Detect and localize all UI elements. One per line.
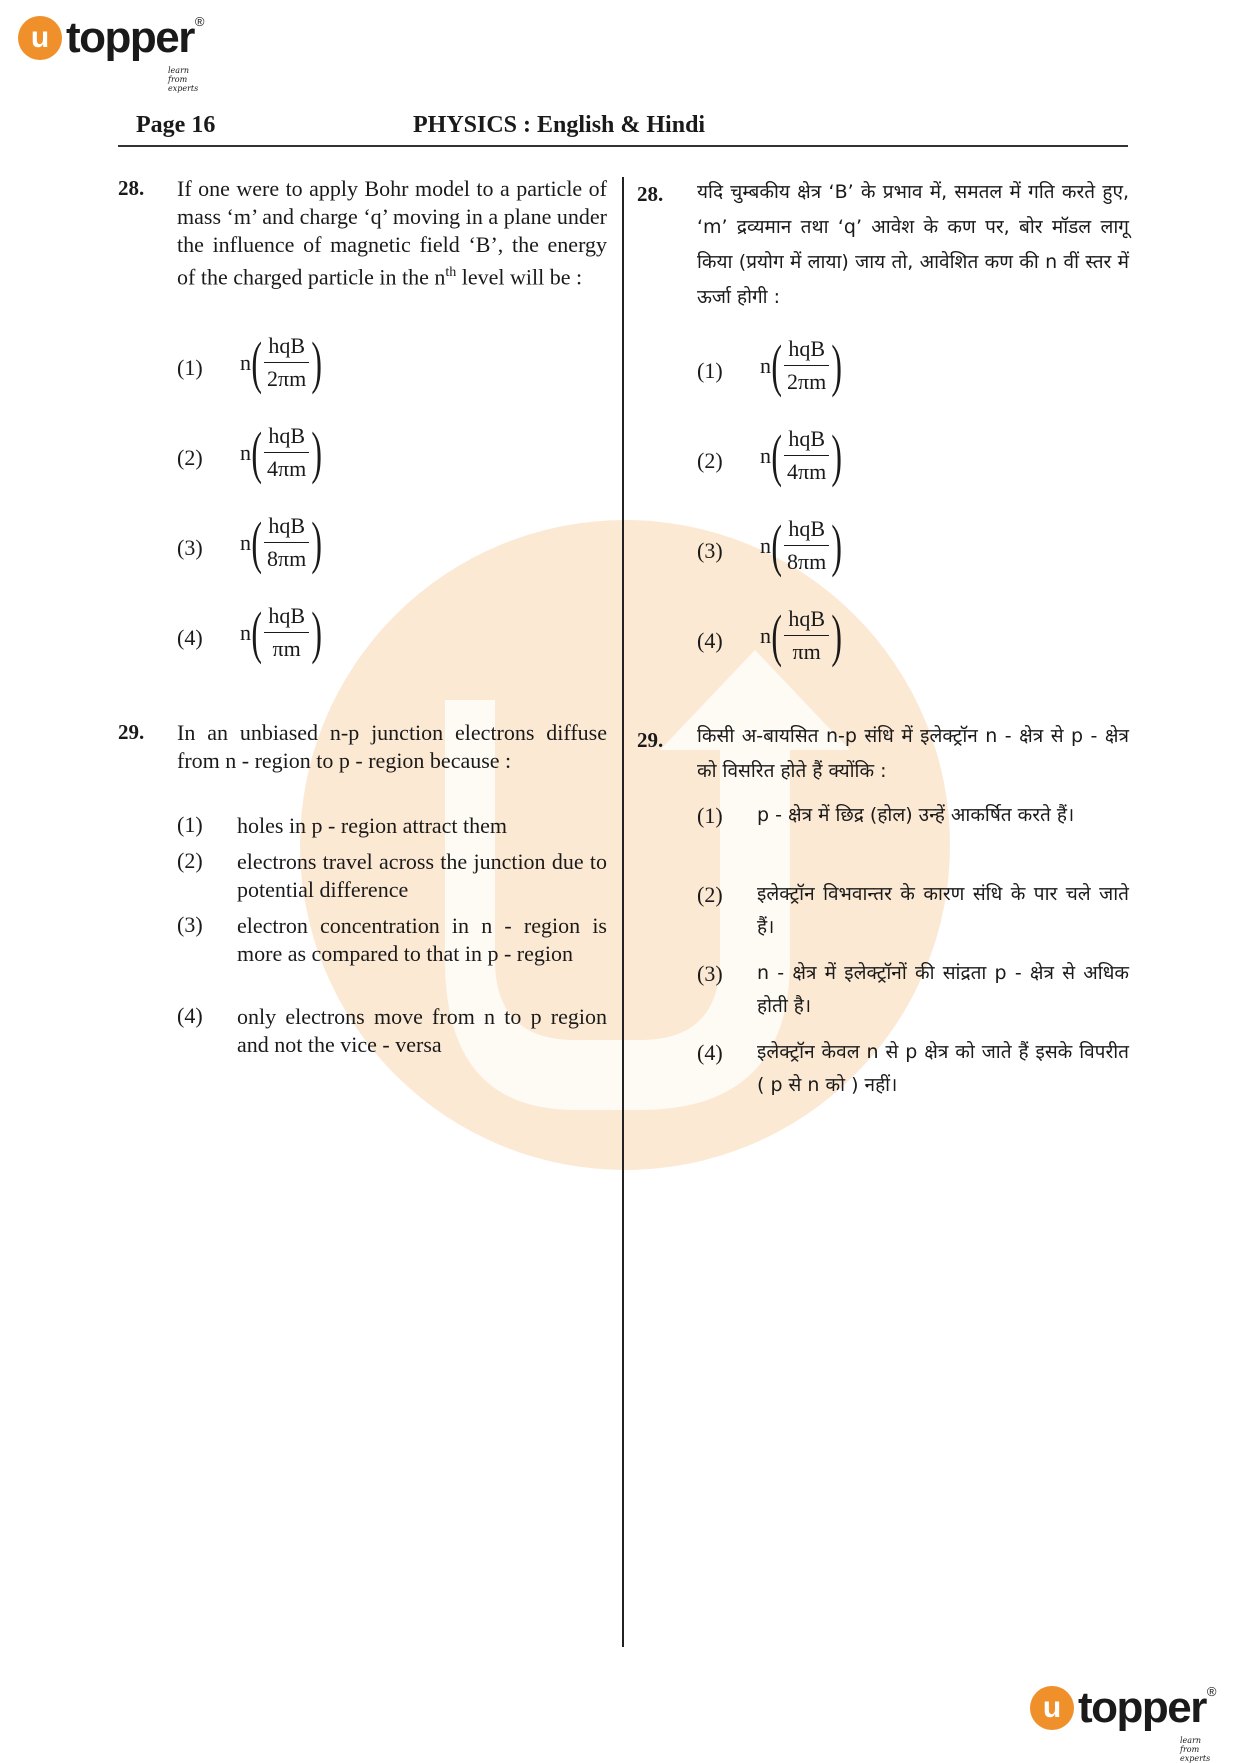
option-number: (4) (697, 628, 723, 653)
option-formula: n ( $\frac{\text{hqB}}{4\pi m}$ ) (760, 422, 842, 488)
logo-registered-mark: ® (194, 14, 205, 29)
option-number: (2) (177, 445, 203, 470)
question-number: 29. (118, 720, 145, 744)
option-text: electron concentration in n - region is more as compared to that in p - region (237, 913, 607, 966)
logo-u-icon: u (1030, 1686, 1074, 1730)
topper-logo-bottom (1030, 1683, 1217, 1763)
logo-tagline: learn from experts (168, 66, 199, 93)
logo-wordmark: topper (66, 13, 194, 62)
question-text-hi: किसी अ-बायसित n-p संधि में इलेक्ट्रॉन n - क्षेत्र से p - क्षेत्र को विसरित होते हैं क्योंकि : (697, 725, 1129, 782)
option-number: (3) (177, 912, 203, 937)
logo-registered-mark: ® (1206, 1684, 1217, 1699)
option-number: (4) (697, 1040, 723, 1065)
option-formula: n ( $\frac{\text{hqB}}{8\pi m}$ ) (240, 509, 322, 575)
option-number: (1) (177, 812, 203, 837)
option-formula: n ( $\frac{\text{hqB}}{4\pi m}$ ) (240, 419, 322, 485)
option-number: (2) (177, 848, 203, 873)
option-number: (1) (697, 358, 723, 383)
page-number: Page 16 (136, 112, 216, 138)
option-text: electrons travel across the junction due to potential difference (237, 849, 607, 902)
option-number: (3) (697, 961, 723, 986)
option-formula: n ( $\frac{\text{hqB}}{\pi m}$ ) (760, 602, 842, 668)
topper-logo-top (18, 13, 205, 93)
option-formula: n ( $\frac{\text{hqB}}{2\pi m}$ ) (240, 329, 322, 395)
option-text: only electrons move from n to p region and not the vice - versa (237, 1004, 607, 1057)
option-text: p - क्षेत्र में छिद्र (होल) उन्हें आकर्षित करते हैं। (757, 804, 1075, 826)
option-number: (1) (697, 803, 723, 828)
option-number: (4) (177, 1003, 203, 1028)
option-text: इलेक्ट्रॉन केवल n से p क्षेत्र को जाते हैं इसके विपरीत ( p से n को ) नहीं। (757, 1041, 1129, 1096)
header-rule (118, 145, 1128, 147)
option-number: (3) (177, 535, 203, 560)
logo-tagline: learn from experts (1180, 1736, 1211, 1763)
question-text-en: In an unbiased n-p junction electrons diffuse from n - region to p - region because : (177, 720, 607, 773)
option-text: holes in p - region attract them (237, 813, 508, 838)
option-text: n - क्षेत्र में इलेक्ट्रॉनों की सांद्रता p - क्षेत्र से अधिक होती है। (757, 962, 1129, 1017)
option-number: (3) (697, 538, 723, 563)
question-text-en: If one were to apply Bohr model to a particle of mass ‘m’ and charge ‘q’ moving in a plane under the influence of magnetic field ‘B’, the energy of the charged particle in the $n^{th}$ level will be : (177, 176, 607, 290)
column-divider (622, 177, 624, 1647)
question-number: 28. (118, 176, 145, 200)
option-formula: n ( $\frac{\text{hqB}}{\pi m}$ ) (240, 599, 322, 665)
option-formula: n ( $\frac{\text{hqB}}{8\pi m}$ ) (760, 512, 842, 578)
option-number: (1) (177, 355, 203, 380)
question-number: 28. (637, 182, 664, 206)
question-number: 29. (637, 728, 664, 752)
page-subject: PHYSICS : English & Hindi (413, 112, 706, 138)
option-number: (2) (697, 882, 723, 907)
question-text-hi: यदि चुम्बकीय क्षेत्र ‘B’ के प्रभाव में, समतल में गति करते हुए, ‘m’ द्रव्यमान तथा ‘q’ आवेश के कण पर, बोर मॉडल लागू किया (प्रयोग में लाया) जाय तो, आवेशित कण की n वीं स्तर में ऊर्जा होगी : (697, 181, 1129, 308)
logo-u-icon: u (18, 16, 62, 60)
option-number: (2) (697, 448, 723, 473)
logo-wordmark: topper (1078, 1683, 1206, 1732)
option-text: इलेक्ट्रॉन विभवान्तर के कारण संधि के पार चले जाते हैं। (757, 883, 1129, 938)
option-formula: n ( $\frac{\text{hqB}}{2\pi m}$ ) (760, 332, 842, 398)
option-number: (4) (177, 625, 203, 650)
